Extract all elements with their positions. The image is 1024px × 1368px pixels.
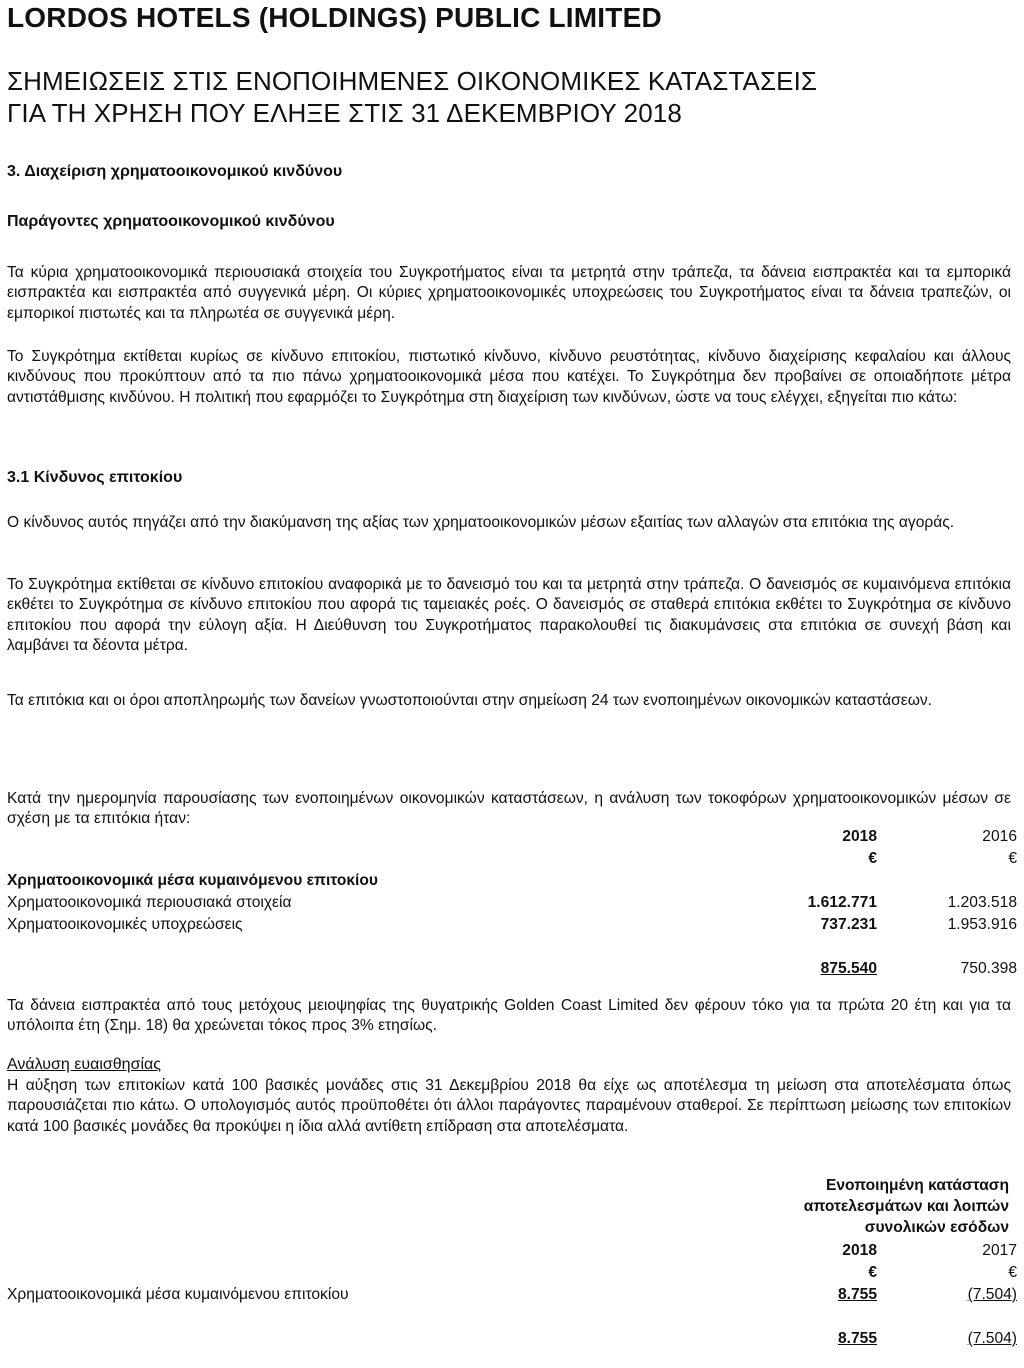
table-header-currency [7, 1260, 1017, 1282]
section-3-1-heading: 3.1 Κίνδυνος επιτοκίου [7, 469, 183, 486]
table-header-years [7, 1238, 1017, 1260]
table-row [7, 890, 1017, 912]
table-group-row [7, 868, 1017, 890]
paragraph-risk-exposure: Το Συγκρότημα εκτίθεται κυρίως σε κίνδυνο επιτοκίου, πιστωτικό κίνδυνο, κίνδυνο ρευστότητας, κίνδυνο διαχείρισης κεφαλαίου και άλλους κινδύνους που προκύπτουν από τα πιο πάνω χρηματοοικονομικά μέσα που κατέχει. Το Συγκρότημα δεν προβαίνει σε οποιαδήποτε μέτρα αντιστάθμισης κινδύνου. Η πολιτική που εφαρμόζει το Συγκρότημα στη διαχείριση των κινδύνων, ώστε να τους ελέγχει, εξηγείται πιο κάτω: [7, 348, 1011, 406]
year-2017-header: 2017 [982, 1242, 1017, 1259]
total-value-2018: 875.540 [820, 960, 877, 977]
row-label: Χρηματοοικονομικές υποχρεώσεις [7, 916, 243, 933]
total-value-2018: 8.755 [837, 1330, 877, 1347]
risk-factors-heading: Παράγοντες χρηματοοικονομικού κινδύνου [7, 213, 335, 230]
paragraph-interest-risk-exposure: Το Συγκρότημα εκτίθεται σε κίνδυνο επιτοκίου αναφορικά με το δανεισμό του και τα μετρητά στην τράπεζα. Ο δανεισμός σε κυμαινόμενα επιτόκια εκθέτει το Συγκρότημα σε κίνδυνο επιτοκίου που αφορά τις ταμειακές ροές. Ο δανεισμός σε σταθερά επιτόκια εκθέτει το Συγκρότημα σε κίνδυνο επιτοκίου που αφορά την εύλογη αξία. Η Διεύθυνση του Συγκροτήματος παρακολουθεί τις διακυμάνσεις στα επιτόκια σε συνεχή βάση και λαμβάνει τα δέοντα μέτρα. [7, 576, 1011, 655]
row-value-comparative: 1.953.916 [947, 916, 1017, 933]
paragraph-financial-instruments: Τα κύρια χρηματοοικονομικά περιουσιακά στοιχεία του Συγκροτήματος είναι τα μετρητά στην τράπεζα, τα δάνεια εισπρακτέα και τα εμπορικά εισπρακτέα και εισπρακτέα από συγγενικά μέρη. Οι κύριες χρηματοοικονομικές υποχρεώσεις του Συγκροτήματος είναι τα δάνεια τραπεζών, οι εμπορικοί πιστωτές και τα πληρωτέα σε συγγενικά μέρη. [7, 264, 1011, 322]
group-label: Χρηματοοικονομικά μέσα κυμαινόμενου επιτοκίου [7, 872, 378, 889]
total-value-comparative: 750.398 [960, 960, 1017, 977]
row-label: Χρηματοοικονομικά περιουσιακά στοιχεία [7, 894, 292, 911]
year-2018-header: 2018 [842, 1242, 877, 1259]
total-value-2017: (7.504) [967, 1330, 1017, 1347]
year-comparative-header: 2016 [982, 828, 1017, 845]
row-label: Χρηματοοικονομικά μέσα κυμαινόμενου επιτοκίου [7, 1286, 349, 1303]
notes-title: ΣΗΜΕΙΩΣΕΙΣ ΣΤΙΣ ΕΝΟΠΟΙΗΜΕΝΕΣ ΟΙΚΟΝΟΜΙΚΕΣ ΚΑΤΑΣΤΑΣΕΙΣ [7, 66, 818, 96]
table-total-row [7, 1326, 1017, 1348]
currency-header: € [868, 1264, 877, 1281]
table-row [7, 1282, 1017, 1304]
table-row [7, 912, 1017, 934]
paragraph-sensitivity: Η αύξηση των επιτοκίων κατά 100 βασικές μονάδες στις 31 Δεκεμβρίου 2018 θα είχε ως αποτέλεσμα τη μείωση στα αποτελέσματα όπως παρουσιάζεται πιο κάτω. Ο υπολογισμός αυτός προϋποθέτει ότι άλλοι παράγοντες παραμένουν σταθεροί. Σε περίπτωση μείωσης των επιτοκίων κατά 100 βασικές μονάδες θα προκύψει η ίδια αλλά αντίθετη επίδραση στα αποτελέσματα. [7, 1077, 1011, 1135]
table-header-years [7, 824, 1017, 846]
year-2018-header: 2018 [842, 828, 877, 845]
sensitivity-table [7, 1238, 1017, 1348]
table-header-currency [7, 846, 1017, 868]
row-value-comparative: 1.203.518 [947, 894, 1017, 911]
sensitivity-analysis-heading: Ανάλυση ευαισθησίας [7, 1056, 161, 1073]
row-value-2018: 1.612.771 [807, 894, 877, 911]
interest-bearing-instruments-table [7, 824, 1017, 978]
company-name: LORDOS HOTELS (HOLDINGS) PUBLIC LIMITED [7, 2, 662, 33]
section-3-heading: 3. Διαχείριση χρηματοοικονομικού κινδύνου [7, 163, 343, 180]
paragraph-minority-loans: Τα δάνεια εισπρακτέα από τους μετόχους μειοψηφίας της θυγατρικής Golden Coast Limited δεν φέρουν τόκο για τα πρώτα 20 έτη και για τα υπόλοιπα έτη (Σημ. 18) θα χρεώνεται τόκος προς 3% ετησίως. [7, 997, 1011, 1035]
period-title: ΓΙΑ ΤΗ ΧΡΗΣΗ ΠΟΥ ΕΛΗΞΕ ΣΤΙΣ 31 ΔΕΚΕΜΒΡΙΟΥ 2018 [7, 98, 682, 128]
paragraph-interest-risk-definition: Ο κίνδυνος αυτός πηγάζει από την διακύμανση της αξίας των χρηματοοικονομικών μέσων εξαιτίας των αλλαγών στα επιτόκια της αγοράς. [7, 514, 955, 531]
table-total-row [7, 956, 1017, 978]
paragraph-loan-terms: Τα επιτόκια και οι όροι αποπληρωμής των δανείων γνωστοποιούνται στην σημείωση 24 των ενοποιημένων οικονομικών καταστάσεων. [7, 692, 932, 709]
currency-header: € [868, 850, 877, 867]
row-value-2018: 737.231 [820, 916, 877, 933]
row-value-2018: 8.755 [837, 1286, 877, 1303]
currency-header: € [1008, 850, 1017, 867]
row-value-2017: (7.504) [967, 1286, 1017, 1303]
income-statement-header: Ενοποιημένη κατάσταση αποτελεσμάτων και λοιπών συνολικών εσόδων [803, 1177, 1009, 1236]
paragraph-analysis-intro: Κατά την ημερομηνία παρουσίασης των ενοποιημένων οικονομικών καταστάσεων, η ανάλυση των τοκοφόρων χρηματοοικονομικών μέσων σε σχέση με τα επιτόκια ήταν: [7, 790, 1011, 828]
currency-header: € [1008, 1264, 1017, 1281]
